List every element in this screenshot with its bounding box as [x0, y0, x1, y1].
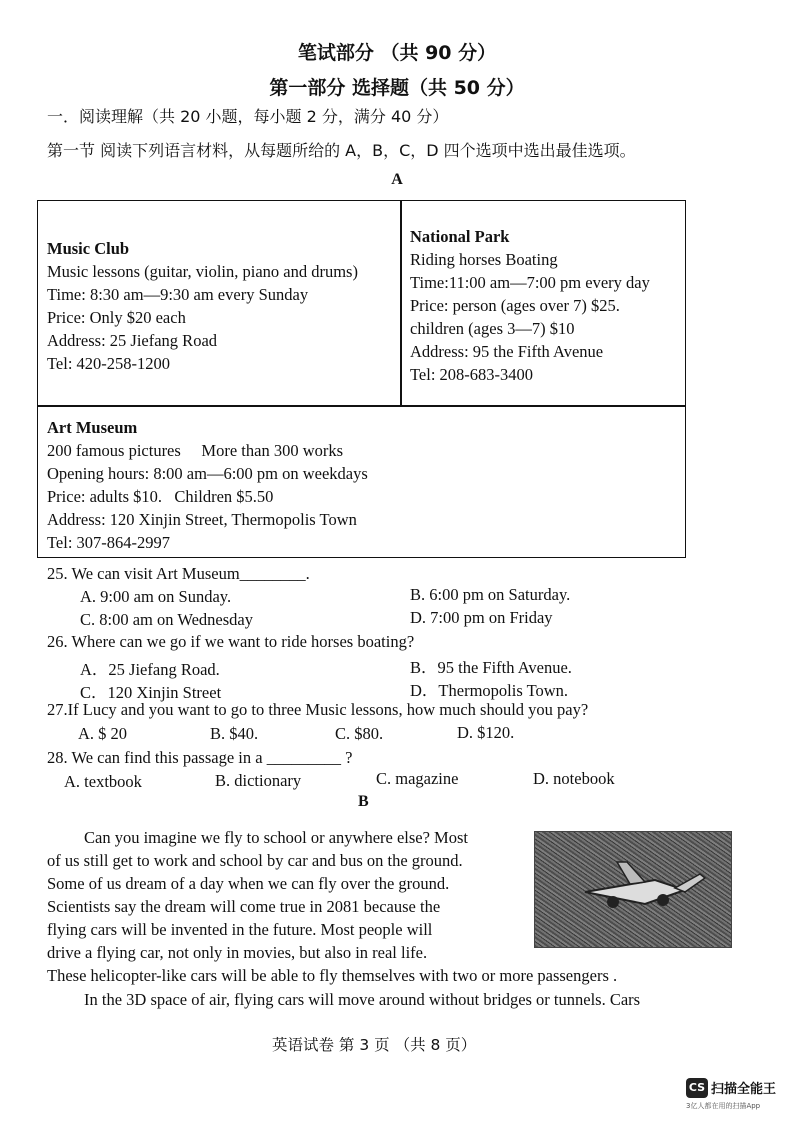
- national-park-box: [400, 200, 686, 407]
- art-museum-title: Art Museum: [47, 418, 138, 437]
- music-club-box: [37, 200, 402, 407]
- question-option: C. magazine: [376, 769, 459, 788]
- question-option: C. $80.: [335, 724, 384, 743]
- national-park-title: National Park: [410, 227, 510, 246]
- music-club-title: Music Club: [47, 239, 130, 258]
- app-badge-icon: CS: [686, 1078, 708, 1098]
- question-option: A. textbook: [64, 772, 142, 791]
- passage-b-line: Some of us dream of a day when we can fly over the ground.: [47, 874, 450, 893]
- passage-b-line: drive a flying car, not only in movies, but also in real life.: [47, 943, 428, 962]
- passage-b-line: flying cars will be invented in the future. Most people will: [47, 920, 433, 939]
- question-stem: 28. We can find this passage in a _________ ?: [47, 748, 353, 767]
- passage-b-line: Can you imagine we fly to school or anywhere else? Most: [84, 828, 468, 847]
- music-club-line: Address: 25 Jiefang Road: [47, 331, 218, 350]
- question-option: C. 8:00 am on Wednesday: [80, 610, 253, 629]
- question-option: A. 9:00 am on Sunday.: [80, 587, 232, 606]
- question-option: B. 6:00 pm on Saturday.: [410, 585, 571, 604]
- question-option: B．95 the Fifth Avenue.: [410, 658, 572, 677]
- national-park-line: Price: person (ages over 7) $25.: [410, 296, 620, 315]
- passage-b-line: In the 3D space of air, flying cars will move around without bridges or tunnels. Cars: [84, 990, 641, 1009]
- question-option: D. notebook: [533, 769, 615, 788]
- question-option: A．25 Jiefang Road.: [80, 660, 220, 679]
- passage-a-label: A: [391, 171, 403, 188]
- flying-car-photo: [534, 831, 732, 948]
- passage-b-label: B: [358, 793, 369, 810]
- flying-car-illustration: [535, 832, 731, 947]
- music-club-line: Time: 8:30 am—9:30 am every Sunday: [47, 285, 309, 304]
- question-stem: 27.If Lucy and you want to go to three Music lessons, how much should you pay?: [47, 700, 589, 719]
- question-stem: 25. We can visit Art Museum________.: [47, 564, 310, 583]
- passage-b-line: of us still get to work and school by car and bus on the ground.: [47, 851, 463, 870]
- national-park-line: Tel: 208-683-3400: [410, 365, 534, 384]
- national-park-line: Address: 95 the Fifth Avenue: [410, 342, 604, 361]
- art-museum-line: Opening hours: 8:00 am—6:00 pm on weekdays: [47, 464, 368, 483]
- question-option: D. $120.: [457, 723, 515, 742]
- question-option: B. $40.: [210, 724, 259, 743]
- instruction: 第一节 阅读下列语言材料，从每题所给的 A，B，C，D 四个选项中选出最佳选项。: [47, 141, 636, 160]
- art-museum-line: Tel: 307-864-2997: [47, 533, 171, 552]
- app-name: 扫描全能王: [711, 1082, 777, 1097]
- art-museum-line: Price: adults $10. Children $5.50: [47, 487, 274, 506]
- passage-b-line: These helicopter-like cars will be able to fly themselves with two or more passengers .: [47, 966, 618, 985]
- part-title: 第一部分 选择题（共 50 分）: [269, 77, 525, 99]
- page-footer: 英语试卷 第 3 页 （共 8 页）: [272, 1036, 477, 1054]
- reading-heading: 一．阅读理解（共 20 小题，每小题 2 分，满分 40 分）: [47, 107, 449, 126]
- art-museum-line: 200 famous pictures More than 300 works: [47, 441, 344, 460]
- section-title: 笔试部分 （共 90 分）: [297, 42, 497, 64]
- question-option: B. dictionary: [215, 771, 302, 790]
- music-club-line: Music lessons (guitar, violin, piano and drums): [47, 262, 358, 281]
- national-park-line: children (ages 3—7) $10: [410, 319, 575, 338]
- question-option: A. $ 20: [78, 724, 128, 743]
- question-option: D. 7:00 pm on Friday: [410, 608, 553, 627]
- question-option: D．Thermopolis Town.: [410, 681, 569, 700]
- passage-b-line: Scientists say the dream will come true in 2081 because the: [47, 897, 441, 916]
- music-club-line: Tel: 420-258-1200: [47, 354, 171, 373]
- art-museum-box: [37, 405, 686, 558]
- question-option: C．120 Xinjin Street: [80, 683, 222, 702]
- app-slogan: 3亿人都在用的扫描App: [686, 1102, 761, 1110]
- national-park-line: Time:11:00 am—7:00 pm every day: [410, 273, 650, 292]
- art-museum-line: Address: 120 Xinjin Street, Thermopolis Town: [47, 510, 357, 529]
- scanner-app-logo: [686, 1077, 777, 1110]
- national-park-line: Riding horses Boating: [410, 250, 558, 269]
- music-club-line: Price: Only $20 each: [47, 308, 186, 327]
- question-stem: 26. Where can we go if we want to ride horses boating?: [47, 632, 415, 651]
